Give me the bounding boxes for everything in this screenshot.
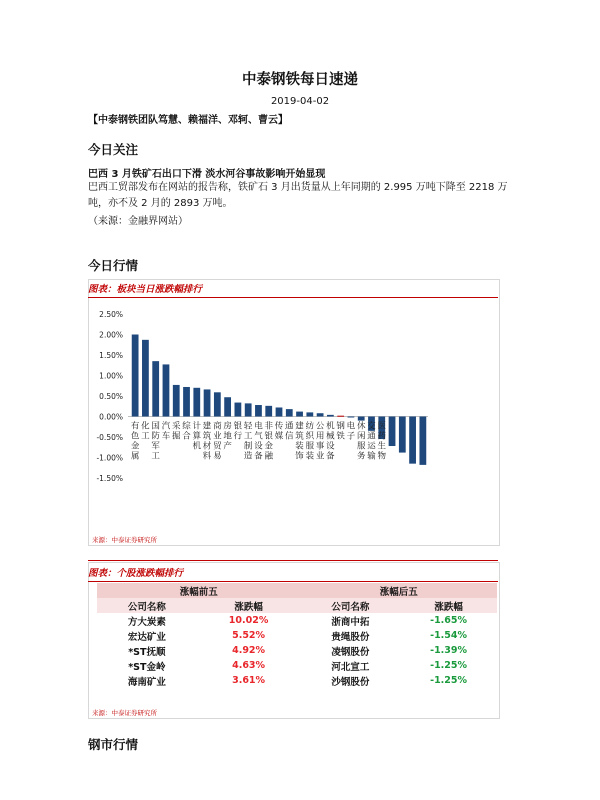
- bar: [132, 335, 139, 417]
- loser-change: -1.39%: [430, 645, 468, 656]
- x-tick-label: 休闲服务: [356, 421, 366, 462]
- y-tick-label: -1.50%: [96, 474, 123, 483]
- bar: [317, 413, 324, 416]
- loser-name: 浙商中拓: [331, 616, 370, 628]
- report-date: 2019-04-02: [270, 96, 330, 107]
- section-steel-heading: 钢市行情: [88, 737, 139, 752]
- gainer-change: 5.52%: [232, 630, 266, 641]
- x-tick-label: 建筑材料: [202, 421, 212, 462]
- bar: [419, 417, 426, 465]
- stock-table-source: 来源：中泰证券研究所: [92, 709, 157, 717]
- col-company-name: 公司名称: [300, 598, 400, 613]
- table-row: [97, 613, 497, 628]
- x-tick-label: 公用事业: [315, 421, 325, 462]
- x-tick-label: 纺织服装: [305, 421, 315, 462]
- col-company-name: 公司名称: [97, 598, 197, 613]
- x-tick-label: 综合: [182, 421, 191, 442]
- loser-change: -1.25%: [430, 660, 468, 671]
- x-tick-label: 钢铁: [336, 421, 345, 442]
- gainer-change: 3.61%: [232, 675, 266, 686]
- x-tick-label: 电气设备: [254, 421, 263, 462]
- news-body: 巴西工贸部发布在网站的报告称，铁矿石 3 月出货量从上年同期的 2.995 万吨下降至 2218 万吨，亦不及 2 月的 2893 万吨。: [88, 182, 508, 209]
- x-tick-label: 房地产: [223, 421, 232, 452]
- bar: [204, 389, 211, 416]
- x-tick-label: 建筑装饰: [295, 421, 304, 462]
- y-tick-label: 1.00%: [99, 371, 123, 381]
- bar: [245, 403, 252, 416]
- gainer-name: 宏达矿业: [127, 631, 166, 643]
- y-tick-label: 0.50%: [99, 392, 123, 401]
- loser-name: 凌钢股份: [331, 646, 370, 658]
- table-row: [97, 628, 497, 643]
- loser-change: -1.54%: [430, 630, 468, 641]
- bar: [163, 364, 170, 416]
- x-tick-label: 机械设备: [326, 421, 335, 462]
- bar: [337, 416, 344, 417]
- section-market-heading: 今日行情: [88, 258, 139, 273]
- table-row: [97, 673, 497, 688]
- x-tick-label: 有色金属: [130, 421, 140, 462]
- section-focus-heading: 今日关注: [88, 142, 139, 157]
- x-tick-label: 交通运输: [367, 421, 376, 462]
- news-headline: 巴西 3 月铁矿石出口下滑 淡水河谷事故影响开始显现: [88, 169, 326, 180]
- x-tick-label: 轻工制造: [243, 421, 253, 462]
- bar: [399, 417, 406, 453]
- gainer-name: *ST抚顺: [128, 646, 166, 658]
- bar: [296, 412, 303, 417]
- gainer-change: 4.63%: [232, 660, 266, 671]
- x-tick-label: 传媒: [274, 421, 284, 442]
- bar: [224, 397, 231, 416]
- gainer-name: 海南矿业: [127, 676, 166, 688]
- x-tick-label: 化工: [141, 421, 150, 442]
- y-tick-label: -0.50%: [96, 433, 123, 442]
- x-tick-label: 采掘: [171, 421, 181, 442]
- col-change: 涨跌幅: [400, 598, 497, 613]
- bar: [183, 387, 190, 417]
- bar: [265, 406, 272, 417]
- bar: [255, 405, 262, 416]
- bar: [306, 412, 313, 416]
- stock-ranking-table: [97, 583, 497, 688]
- group-top-losers: 涨幅后五: [300, 583, 497, 598]
- y-tick-label: 0.00%: [99, 412, 123, 422]
- x-tick-label: 通信: [285, 421, 294, 442]
- loser-name: 贵绳股份: [331, 631, 370, 643]
- bar: [173, 385, 180, 417]
- x-tick-label: 商业贸易: [213, 421, 222, 462]
- bar: [193, 388, 200, 417]
- bar: [235, 403, 242, 417]
- table-row: [97, 658, 497, 673]
- x-tick-label: 非银金融: [264, 421, 273, 462]
- x-tick-label: 计算机: [192, 421, 202, 452]
- bar: [276, 407, 283, 416]
- loser-name: 沙钢股份: [331, 676, 370, 688]
- bar: [409, 417, 416, 464]
- table-row: [97, 643, 497, 658]
- sector-bar-chart: [88, 298, 498, 528]
- bar: [348, 417, 355, 418]
- sector-chart-source: 来源：中泰证券研究所: [92, 536, 157, 544]
- team-credit: 【中泰钢铁团队笃慧、赖福洋、邓轲、曹云】: [88, 115, 288, 126]
- y-tick-label: 2.00%: [99, 330, 123, 340]
- x-tick-label: 国防军工: [151, 421, 160, 462]
- col-change: 涨跌幅: [197, 598, 301, 613]
- bar: [152, 361, 159, 416]
- x-tick-label: 银行: [233, 421, 243, 442]
- x-tick-label: 电子: [346, 421, 356, 442]
- stock-caption-top-rule: [88, 560, 498, 561]
- loser-name: 河北宣工: [331, 661, 370, 673]
- bar: [358, 417, 365, 421]
- gainer-change: 10.02%: [228, 615, 269, 626]
- bar: [142, 340, 149, 417]
- y-tick-label: -1.00%: [96, 453, 123, 463]
- group-top-gainers: 涨幅前五: [97, 583, 300, 598]
- bar: [214, 392, 221, 416]
- sector-chart-caption: 图表：板块当日涨跌幅排行: [88, 281, 498, 298]
- gainer-change: 4.92%: [232, 645, 266, 656]
- bar: [327, 415, 334, 417]
- loser-change: -1.65%: [430, 615, 468, 626]
- stock-table-caption: 图表：个股涨跌幅排行: [88, 565, 498, 582]
- y-tick-label: 2.50%: [99, 310, 123, 319]
- x-tick-label: 汽车: [161, 421, 171, 442]
- gainer-name: 方大炭素: [127, 616, 166, 628]
- news-source: （来源：金融界网站）: [88, 216, 188, 227]
- gainer-name: *ST金岭: [128, 661, 166, 673]
- y-tick-label: 1.50%: [99, 351, 123, 360]
- x-tick-label: 医药生物: [377, 421, 387, 462]
- report-title: 中泰钢铁每日速递: [242, 72, 358, 88]
- bar: [389, 417, 396, 447]
- loser-change: -1.25%: [430, 675, 468, 686]
- bar: [286, 409, 293, 416]
